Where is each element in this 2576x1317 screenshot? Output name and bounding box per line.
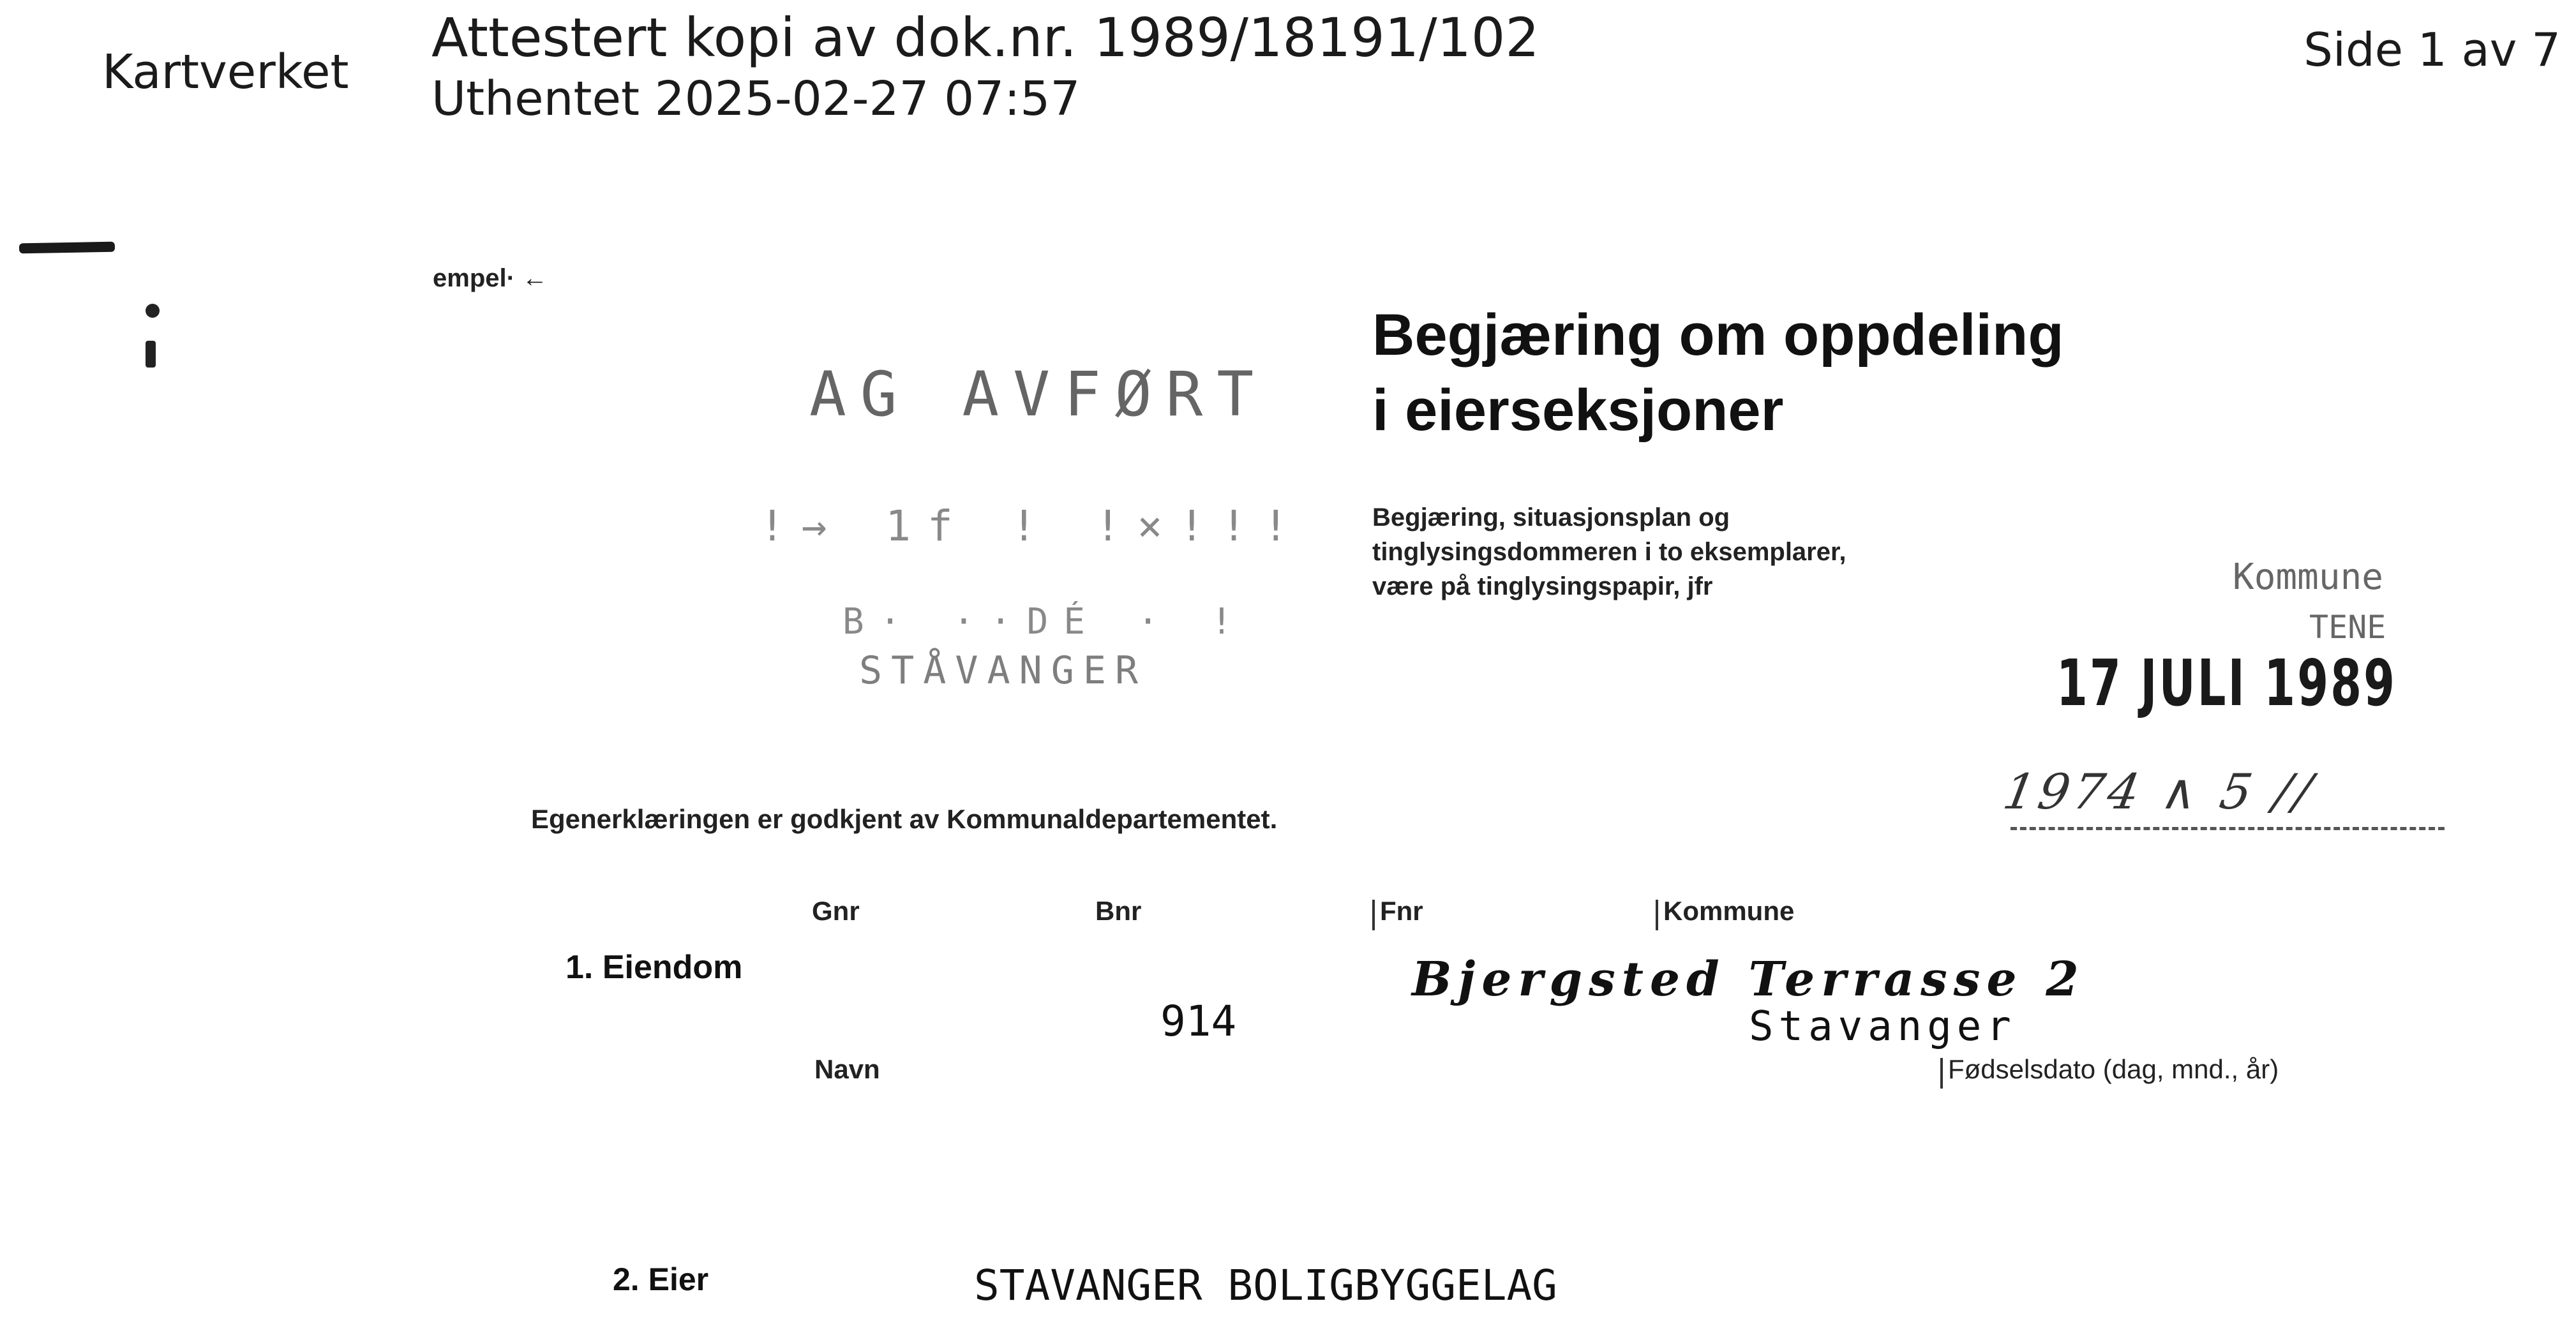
instructions-text (1372, 500, 1846, 604)
stempel-label: empel· ← (433, 264, 548, 292)
kommune-label: Kommune (1663, 896, 1795, 926)
registration-stamp-line: B· ··DÉ · ! (842, 601, 1248, 643)
instructions-line: være på tinglysingspapir, jfr (1372, 572, 1713, 600)
section-eier: 2. Eier (613, 1261, 709, 1297)
tene-stamp: TENE (2309, 609, 2386, 646)
scan-mark (146, 304, 160, 318)
kommune-stamp: Kommune (2233, 556, 2384, 598)
field-separator (1940, 1058, 1943, 1089)
approval-statement: Egenerklæringen er godkjent av Kommunaldepartementet. (531, 804, 1278, 834)
instructions-line: tinglysingsdommeren i to eksemplarer, (1372, 538, 1846, 566)
gnr-label: Gnr (812, 896, 860, 926)
form-title-line: Begjæring om oppdeling (1372, 302, 2064, 368)
field-separator (1656, 900, 1658, 930)
field-separator (1372, 900, 1375, 930)
instructions-line: Begjæring, situasjonsplan og (1372, 503, 1730, 532)
registration-stamp-line: AG AVFØRT (809, 359, 1268, 430)
navn-label: Navn (814, 1054, 880, 1084)
journal-underline (2011, 827, 2445, 830)
received-date-stamp: 17 JULI 1989 (2056, 646, 2397, 720)
registration-stamp-line: STÅVANGER (859, 648, 1148, 693)
journal-number: 1974 ∧ 5 // (1999, 763, 2320, 820)
retrieved-timestamp: Uthentet 2025-02-27 07:57 (431, 71, 1081, 126)
scan-mark (19, 242, 115, 254)
form-title (1372, 297, 2064, 448)
property-address: Bjergsted Terrasse 2 (1412, 952, 2085, 1007)
bnr-label: Bnr (1095, 896, 1142, 926)
brand-name: Kartverket (102, 45, 349, 100)
document-title: Attestert kopi av dok.nr. 1989/18191/102 (431, 6, 1539, 69)
birthdate-label: Fødselsdato (dag, mnd., år) (1948, 1054, 2279, 1084)
page-indicator: Side 1 av 7 (2303, 23, 2561, 77)
registration-stamp-line: !→ 1f ! !×!!! (760, 502, 1305, 551)
fnr-label: Fnr (1380, 896, 1423, 926)
kommune-value: Stavanger (1749, 1003, 2016, 1050)
form-title-line: i eierseksjoner (1372, 378, 1784, 443)
owner-name: STAVANGER BOLIGBYGGELAG (974, 1261, 1557, 1310)
section-eiendom: 1. Eiendom (565, 949, 743, 986)
bnr-value: 914 (1160, 997, 1237, 1046)
scan-mark (146, 341, 156, 368)
